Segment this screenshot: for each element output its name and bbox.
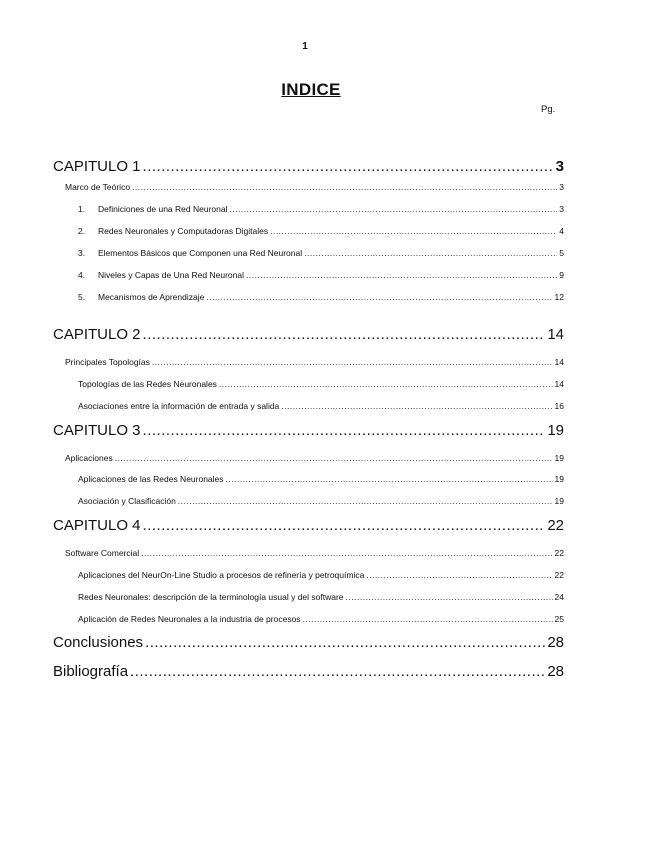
toc-entry-page: 19	[547, 422, 564, 439]
dot-leader	[281, 401, 552, 411]
dot-leader	[143, 422, 546, 439]
dot-leader	[178, 496, 553, 506]
toc-chapter-3[interactable]	[53, 422, 564, 439]
dot-leader	[141, 548, 552, 558]
toc-item-niveles[interactable]	[78, 270, 564, 280]
dot-leader	[346, 592, 553, 602]
toc-entry-page: 24	[554, 592, 564, 602]
toc-conclusiones[interactable]	[53, 634, 564, 651]
toc-entry-label: CAPITULO 3	[53, 422, 141, 439]
toc-entry-page: 4	[559, 226, 564, 236]
toc-entry-label: CAPITULO 2	[53, 326, 141, 343]
toc-item-number: 4.	[78, 270, 86, 280]
toc-section-aplicaciones[interactable]	[65, 453, 564, 463]
toc-entry-page: 22	[554, 548, 564, 558]
toc-item-mecanismos[interactable]	[78, 292, 564, 302]
toc-item-terminologia[interactable]	[78, 592, 564, 602]
dot-leader	[226, 474, 553, 484]
toc-bibliografia[interactable]	[53, 663, 564, 680]
dot-leader	[130, 663, 545, 680]
dot-leader	[152, 357, 553, 367]
toc-entry-label: Asociaciones entre la información de entrada y salida	[78, 401, 280, 411]
dot-leader	[115, 453, 553, 463]
toc-entry-label: 1. Definiciones de una Red Neuronal	[78, 204, 228, 214]
dot-leader	[304, 248, 557, 258]
toc-entry-page: 14	[547, 326, 564, 343]
toc-section-marco-teorico[interactable]	[65, 182, 564, 192]
toc-entry-page: 3	[555, 158, 564, 175]
toc-entry-label: 4. Niveles y Capas de Una Red Neuronal	[78, 270, 244, 280]
toc-entry-page: 5	[559, 248, 564, 258]
toc-item-number: 2.	[78, 226, 86, 236]
toc-item-topologias-redes[interactable]	[78, 379, 564, 389]
dot-leader	[366, 570, 552, 580]
toc-entry-page: 12	[554, 292, 564, 302]
toc-item-industria[interactable]	[78, 614, 564, 624]
toc-item-number: 3.	[78, 248, 86, 258]
dot-leader	[143, 158, 554, 175]
toc-entry-label: Redes Neuronales: descripción de la terminología usual y del software	[78, 592, 344, 602]
dot-leader	[246, 270, 557, 280]
toc-item-neuron-line[interactable]	[78, 570, 564, 580]
toc-entry-page: 19	[554, 453, 564, 463]
toc-entry-label: Bibliografía	[53, 663, 129, 680]
toc-entry-page: 3	[559, 182, 564, 192]
dot-leader	[206, 292, 552, 302]
toc-item-definiciones[interactable]	[78, 204, 564, 214]
dot-leader	[270, 226, 557, 236]
toc-entry-page: 19	[554, 496, 564, 506]
toc-entry-label: Aplicación de Redes Neuronales a la industria de procesos	[78, 614, 301, 624]
toc-entry-page: 16	[554, 401, 564, 411]
toc-item-asociaciones[interactable]	[78, 401, 564, 411]
dot-leader	[143, 326, 546, 343]
toc-entry-label: Conclusiones	[53, 634, 144, 651]
toc-entry-label: Aplicaciones de las Redes Neuronales	[78, 474, 224, 484]
toc-section-software[interactable]	[65, 548, 564, 558]
toc-entry-page: 9	[559, 270, 564, 280]
toc-entry-page: 25	[554, 614, 564, 624]
dot-leader	[145, 634, 545, 651]
toc-entry-label: Marco de Teórico	[65, 182, 131, 192]
page-number: 1	[302, 41, 308, 52]
toc-entry-page: 22	[547, 517, 564, 534]
toc-entry-page: 3	[559, 204, 564, 214]
toc-item-computadoras[interactable]	[78, 226, 564, 236]
page-column-label: Pg.	[541, 104, 556, 115]
toc-entry-label: 2. Redes Neuronales y Computadoras Digitales	[78, 226, 269, 236]
toc-entry-page: 14	[554, 357, 564, 367]
toc-entry-page: 22	[554, 570, 564, 580]
page-title: INDICE	[281, 80, 341, 99]
toc-entry-label: Topologías de las Redes Neuronales	[78, 379, 217, 389]
toc-entry-page: 28	[547, 634, 564, 651]
toc-entry-label: 3. Elementos Básicos que Componen una Red Neuronal	[78, 248, 303, 258]
toc-item-elementos[interactable]	[78, 248, 564, 258]
toc-entry-page: 28	[547, 663, 564, 680]
toc-entry-label: Asociación y Clasificación	[78, 496, 176, 506]
toc-section-topologias[interactable]	[65, 357, 564, 367]
toc-chapter-2[interactable]	[53, 326, 564, 343]
toc-item-number: 5.	[78, 292, 86, 302]
toc-entry-label: Software Comercial	[65, 548, 140, 558]
toc-entry-label: Aplicaciones del NeurOn-Line Studio a procesos de refinería y petroquímica	[78, 570, 365, 580]
dot-leader	[219, 379, 553, 389]
toc-item-asociacion-clasificacion[interactable]	[78, 496, 564, 506]
toc-item-aplicaciones-redes[interactable]	[78, 474, 564, 484]
toc-entry-label: CAPITULO 4	[53, 517, 141, 534]
toc-chapter-1[interactable]	[53, 158, 564, 175]
dot-leader	[132, 182, 557, 192]
toc-entry-label: Aplicaciones	[65, 453, 113, 463]
dot-leader	[303, 614, 553, 624]
toc-item-number: 1.	[78, 204, 86, 214]
toc-entry-label: CAPITULO 1	[53, 158, 141, 175]
toc-entry-label: 5. Mecanismos de Aprendizaje	[78, 292, 205, 302]
toc-chapter-4[interactable]	[53, 517, 564, 534]
toc-entry-page: 19	[554, 474, 564, 484]
dot-leader	[143, 517, 546, 534]
toc-entry-page: 14	[554, 379, 564, 389]
dot-leader	[229, 204, 557, 214]
toc-entry-label: Principales Topologías	[65, 357, 150, 367]
